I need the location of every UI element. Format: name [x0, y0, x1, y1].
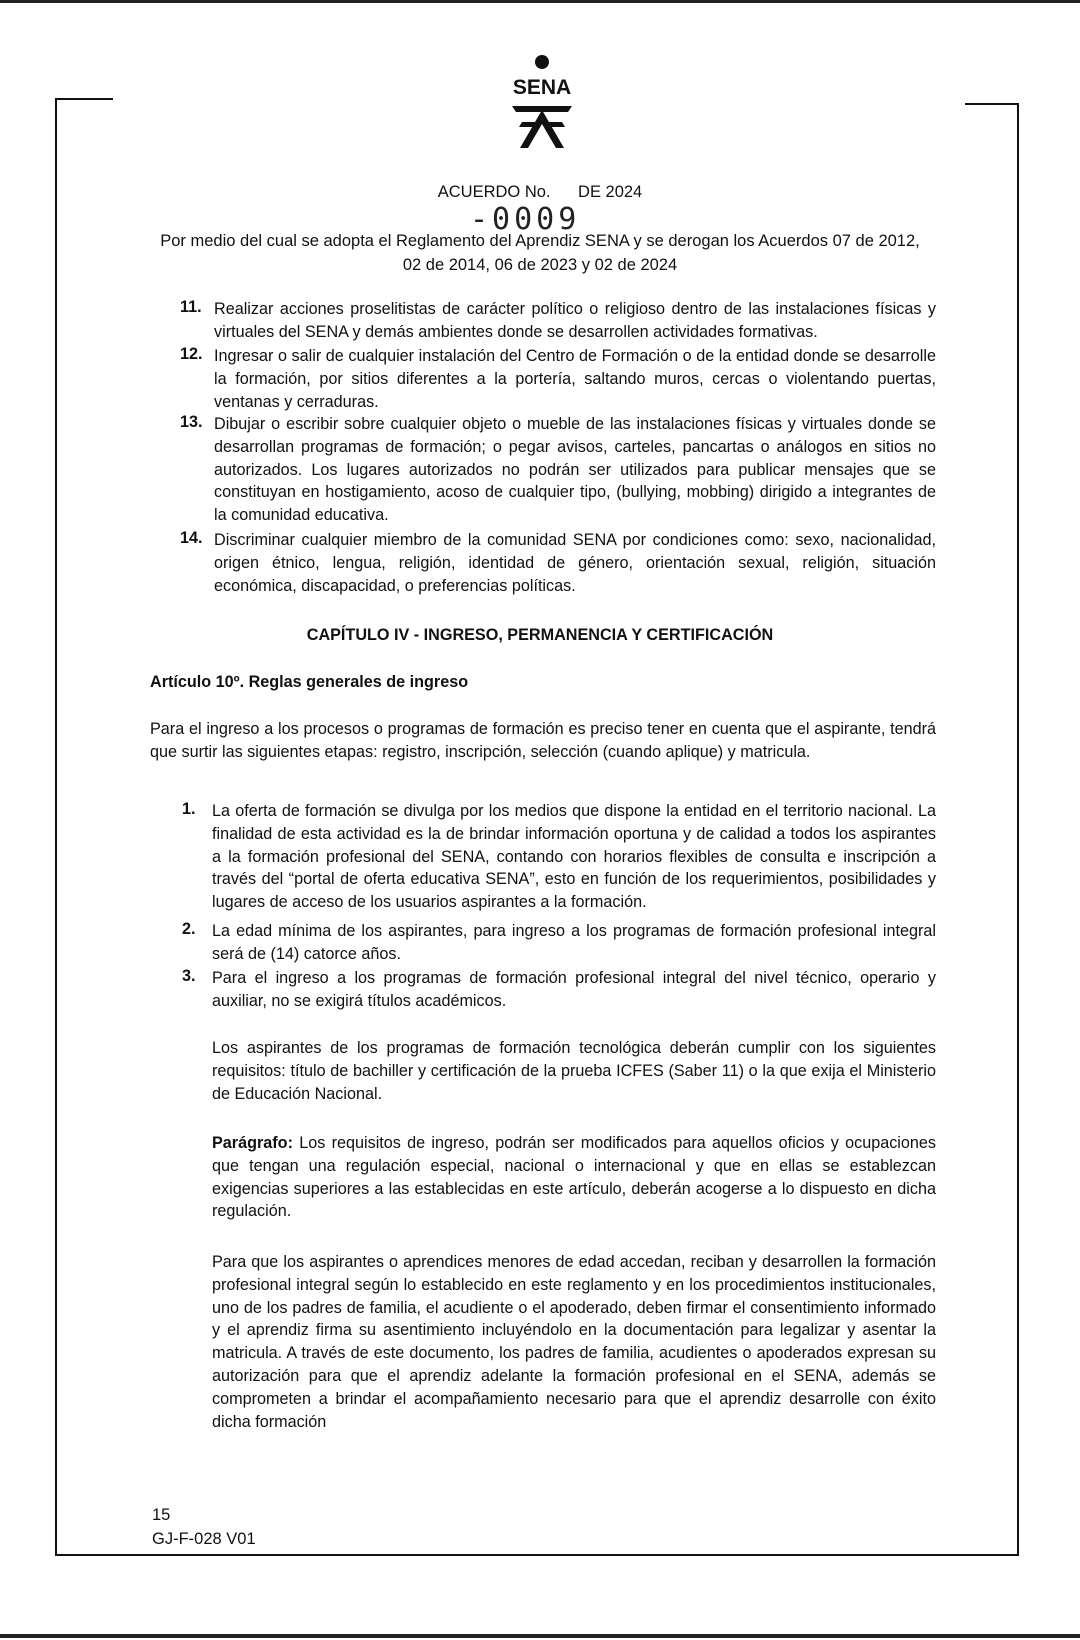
chapter-title: CAPÍTULO IV - INGRESO, PERMANENCIA Y CERTIFICACIÓN: [306, 626, 774, 644]
bottom-border: [0, 1634, 1080, 1638]
acuerdo-stamp: -0009: [470, 202, 581, 237]
item-number: 14.: [180, 529, 203, 547]
list-item: Para el ingreso a los programas de formación profesional integral del nivel técnico, operario y auxiliar, no se exigirá títulos académicos.: [212, 969, 936, 1010]
item-number: 3.: [182, 967, 196, 985]
list-item: Discriminar cualquier miembro de la comunidad SENA por condiciones como: sexo, nacionalidad, origen étnico, lengua, religión, identidad de género, orientación sexual, religión, situación económica, discapacidad, o preferencias políticas.: [214, 531, 936, 595]
top-border: [0, 0, 1080, 3]
document-code: GJ-F-028 V01: [152, 1530, 256, 1548]
menores-paragraph: Para que los aspirantes o aprendices menores de edad accedan, reciban y desarrollen la formación profesional integral según lo establecido en este reglamento y en los procedimientos institucionales, uno de los padres de familia, el acudiente o el apoderado, deben firmar el consentimiento informado y el aprendiz firma su asentimiento incluyéndolo en la documentación para legalizar y asentar la matricula. A través de este documento, los padres de familia, acudientes o apoderados expresan su autorización para que el aprendiz adelante la formación profesional en el SENA, además se comprometen a brindar el acompañamiento necesario para que el aprendiz desarrolle con éxito dicha formación: [212, 1253, 936, 1431]
acuerdo-description: Por medio del cual se adopta el Reglamento del Aprendiz SENA y se derogan los Acuerdos 07 de 2012, 02 de 2014, 06 de 2023 y 02 de 2024: [160, 232, 920, 274]
list-item: La edad mínima de los aspirantes, para ingreso a los programas de formación profesional integral será de (14) catorce años.: [212, 922, 936, 963]
frame-right: [1017, 103, 1019, 1556]
item-number: 13.: [180, 413, 203, 431]
paragrafo-block: [212, 1132, 936, 1223]
page-number: 15: [152, 1506, 171, 1524]
list-item: Dibujar o escribir sobre cualquier objeto o mueble de las instalaciones físicas y virtuales donde se desarrollan programas de formación; o pegar avisos, carteles, pancartas o análogos en sitios no autorizados. Los lugares autorizados no podrán ser utilizados para publicar mensajes que se constituyan en hostigamiento, acoso de cualquier tipo, (bullying, mobbing) dirigido a integrantes de la comunidad educativa.: [214, 415, 936, 525]
frame-left: [55, 98, 57, 1556]
paragrafo-text: Los requisitos de ingreso, podrán ser modificados para aquellos oficios y ocupaciones que tengan una regulación especial, nacional o internacional y que en ellas se establezcan exigencias superiores a las establecidas en este artículo, deberán acogerse a lo dispuesto en dicha regulación.: [212, 1134, 936, 1221]
item-number: 12.: [180, 345, 203, 363]
item-number: 1.: [182, 800, 196, 818]
paragrafo-label: Parágrafo:: [212, 1134, 293, 1152]
frame-corner-left: [55, 98, 113, 100]
frame-corner-right: [965, 103, 1019, 105]
logo-text: SENA: [512, 76, 572, 99]
acuerdo-number: ACUERDO No. DE 2024: [437, 183, 643, 201]
list-item: La oferta de formación se divulga por los medios que dispone la entidad en el territorio nacional. La finalidad de esta actividad es la de brindar información oportuna y de calidad a todos los aspirantes a la formación profesional del SENA, contando con horarios flexibles de consulta e inscripción a través del “portal de oferta educativa SENA”, esto en función de los requerimientos, posibilidades y lugares de acceso de los usuarios aspirantes a la formación.: [212, 802, 936, 912]
frame-bottom: [55, 1554, 1019, 1556]
item-number: 2.: [182, 920, 196, 938]
article-title: Artículo 10º. Reglas generales de ingreso: [150, 673, 469, 691]
list-item: Ingresar o salir de cualquier instalación del Centro de Formación o de la entidad donde se desarrolle la formación, por sitios diferentes a la portería, saltando muros, cercas o violentando puertas, ventanas y cerraduras.: [214, 347, 936, 411]
tecnologica-paragraph: Los aspirantes de los programas de formación tecnológica deberán cumplir con los siguientes requisitos: título de bachiller y certificación de la prueba ICFES (Saber 11) o la que exija el Ministerio de Educación Nacional.: [212, 1039, 936, 1103]
list-item: Realizar acciones proselitistas de carácter político o religioso dentro de las instalaciones físicas y virtuales del SENA y demás ambientes donde se desarrollen actividades formativas.: [214, 300, 936, 341]
intro-paragraph: Para el ingreso a los procesos o programas de formación es preciso tener en cuenta que el aspirante, tendrá que surtir las siguientes etapas: registro, inscripción, selección (cuando aplique) y matricula.: [150, 720, 936, 761]
sena-logo-icon: [492, 50, 592, 160]
item-number: 11.: [180, 298, 202, 316]
